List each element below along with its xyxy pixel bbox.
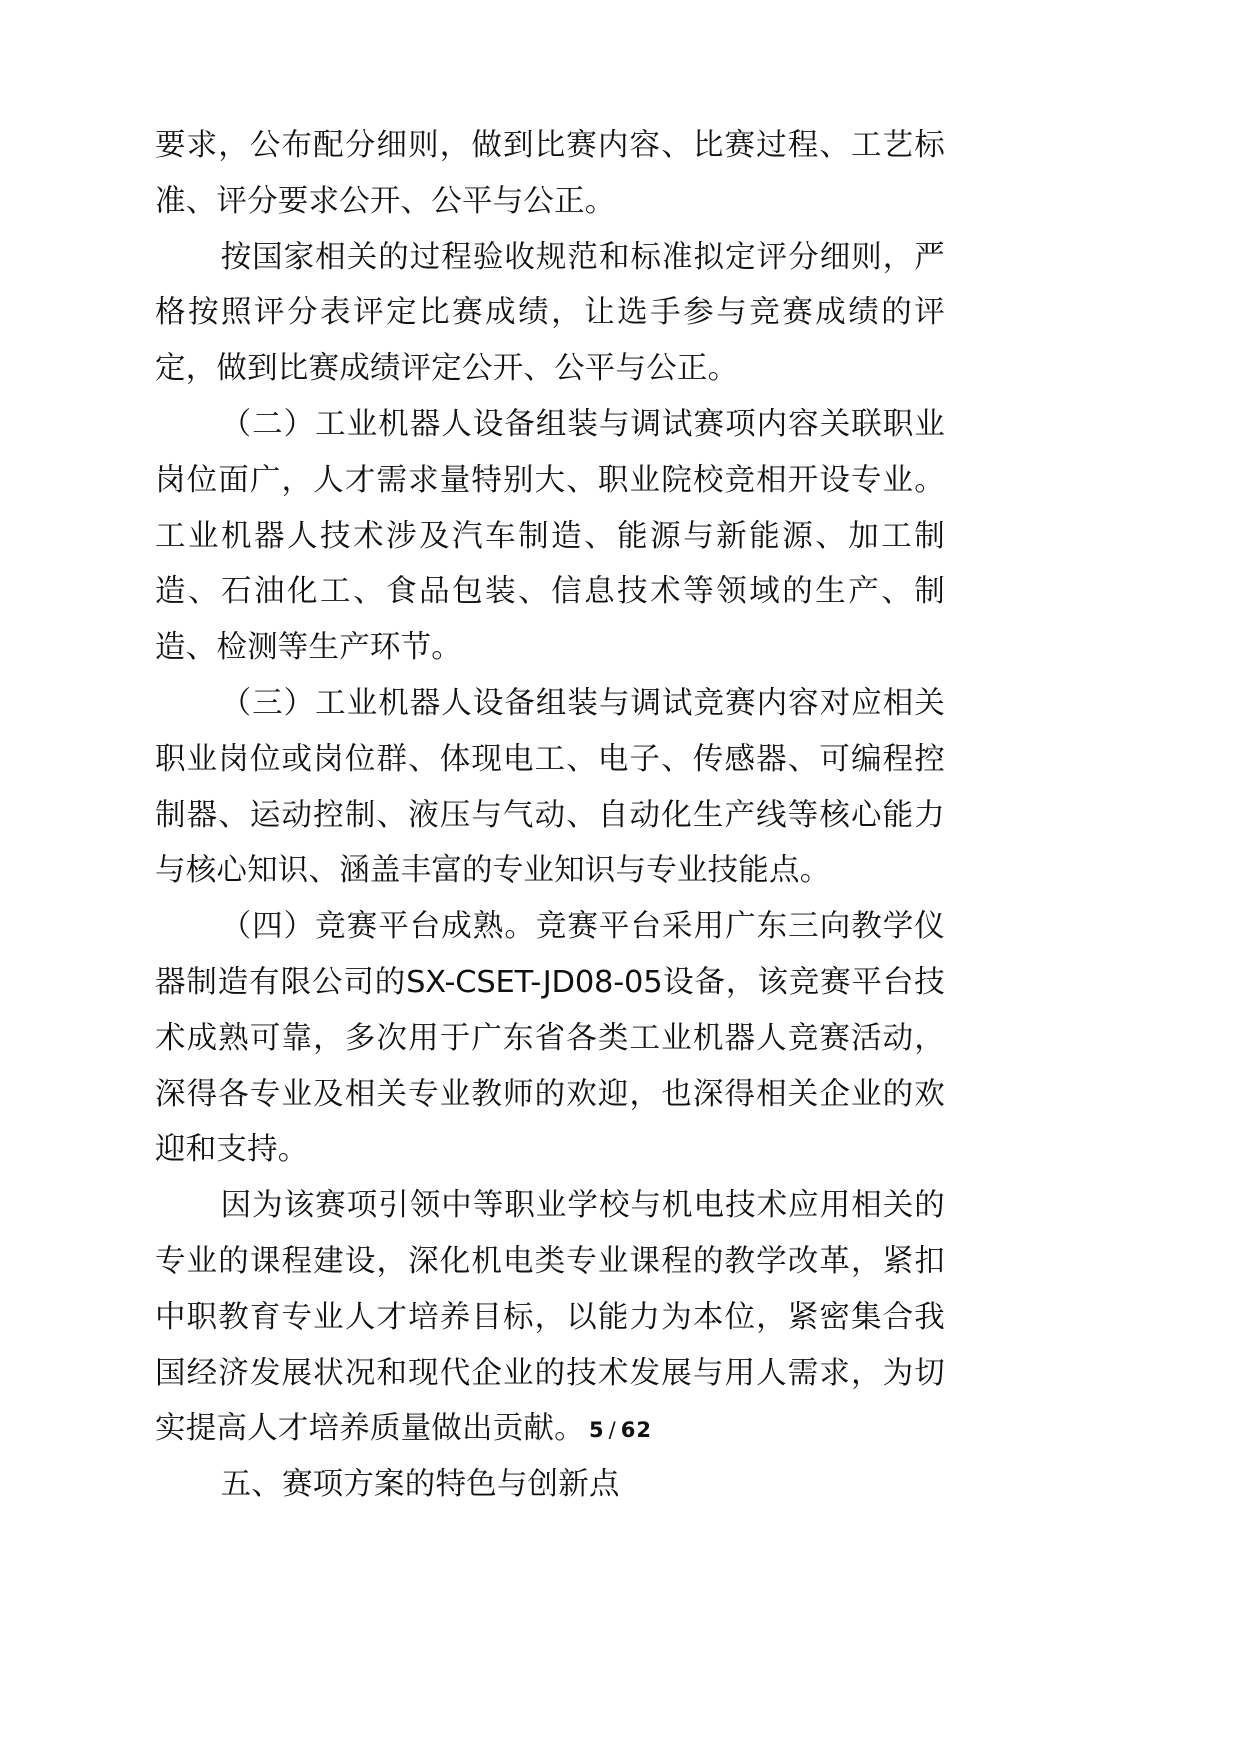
equipment-model-number: SX-CSET-JD08-05: [406, 964, 663, 1000]
page-number-separator: /: [608, 1418, 617, 1442]
page-footer: [0, 1418, 1241, 1442]
platform-text-before-model: （四）竞赛平台成熟。竞赛平台采用广东三向教学仪器制造有限公司的: [155, 909, 945, 1000]
page-number-total: 62: [620, 1418, 652, 1442]
paragraph-curriculum-reform: 因为该赛项引领中等职业学校与机电技术应用相关的专业的课程建设，深化机电类专业课程的教学改革，紧扣中职教育专业人才培养目标，以能力为本位，紧密集合我国经济发展状况和现代企业的技术发展与用人需求，为切实提高人才培养质量做出贡献。: [155, 1188, 945, 1447]
paragraph-item-two-job-positions: （二）工业机器人设备组装与调试赛项内容关联职业岗位面广，人才需求量特别大、职业院校竞相开设专业。工业机器人技术涉及汽车制造、能源与新能源、加工制造、石油化工、食品包装、信息技术等领域的生产、制造、检测等生产环节。: [155, 406, 945, 666]
page-number-current: 5: [589, 1418, 605, 1442]
heading-section-five: 五、赛项方案的特色与创新点: [220, 1467, 620, 1503]
paragraph-national-acceptance-standards: 按国家相关的过程验收规范和标准拟定评分细则，严格按照评分表评定比赛成绩，让选手参与竞赛成绩的评定，做到比赛成绩评定公开、公平与公正。: [155, 239, 945, 387]
page-body-content: [155, 118, 945, 1513]
platform-text-after-model: 设备，该竞赛平台技术成熟可靠，多次用于广东省各类工业机器人竞赛活动，深得各专业及相关专业教师的欢迎，也深得相关企业的欢迎和支持。: [155, 964, 945, 1168]
paragraph-item-three-core-abilities: （三）工业机器人设备组装与调试竞赛内容对应相关职业岗位或岗位群、体现电工、电子、传感器、可编程控制器、运动控制、液压与气动、自动化生产线等核心能力与核心知识、涵盖丰富的专业知识与专业技能点。: [155, 685, 945, 889]
paragraph-item-four-platform-mature: [155, 899, 945, 1178]
paragraph-scoring-rules: 要求，公布配分细则，做到比赛内容、比赛过程、工艺标准、评分要求公开、公平与公正。: [155, 128, 945, 219]
